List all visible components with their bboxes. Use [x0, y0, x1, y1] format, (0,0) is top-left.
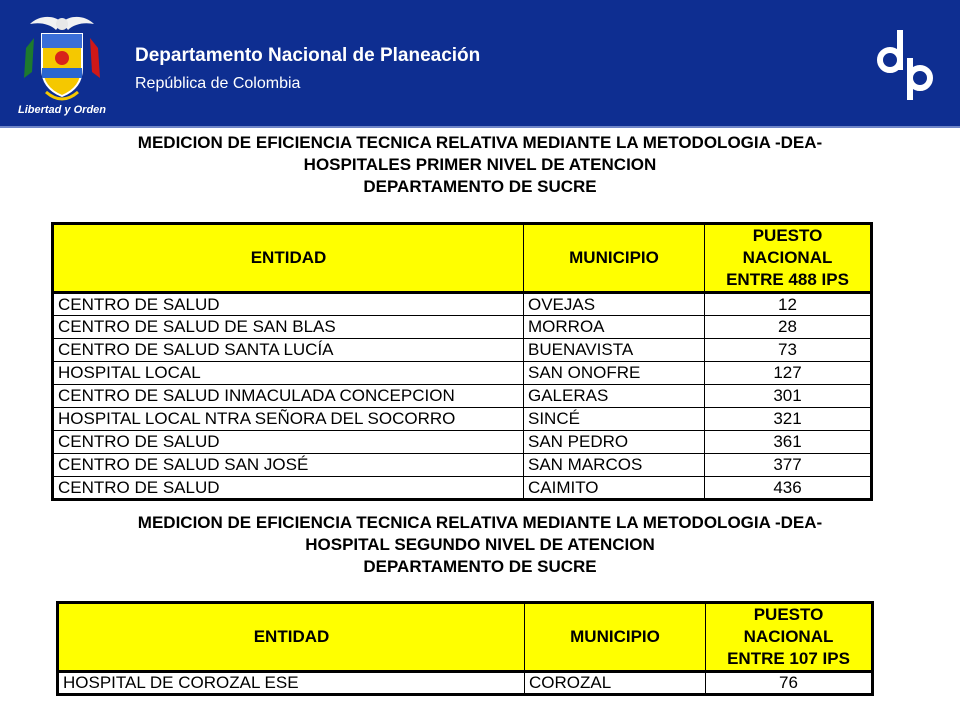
section2-title-line: MEDICION DE EFICIENCIA TECNICA RELATIVA MEDIANTE LA METODOLOGIA -DEA- — [137, 513, 823, 532]
cell-entidad: CENTRO DE SALUD — [53, 477, 524, 500]
header-divider — [0, 126, 960, 128]
table-header-row — [58, 603, 873, 672]
cell-municipio: CAIMITO — [524, 477, 705, 500]
table-row — [53, 339, 872, 362]
cell-entidad: HOSPITAL LOCAL NTRA SEÑORA DEL SOCORRO — [53, 408, 524, 431]
org-title: Departamento Nacional de Planeación — [135, 45, 481, 66]
cell-entidad: HOSPITAL DE COROZAL ESE — [58, 672, 525, 695]
col-header-puesto-line: ENTRE 488 IPS — [726, 270, 849, 289]
table-row — [53, 362, 872, 385]
section2-title-line: DEPARTAMENTO DE SUCRE — [363, 557, 597, 576]
col-header-puesto — [706, 603, 873, 672]
cell-municipio: BUENAVISTA — [524, 339, 705, 362]
col-header-puesto-line: PUESTO — [753, 605, 824, 624]
cell-puesto: 73 — [705, 339, 872, 362]
table-row — [53, 408, 872, 431]
cell-entidad: CENTRO DE SALUD — [53, 431, 524, 454]
cell-municipio: OVEJAS — [524, 293, 705, 316]
col-header-entidad: ENTIDAD — [58, 603, 525, 672]
table-row — [53, 431, 872, 454]
motto-text: Libertad y Orden — [17, 104, 107, 116]
cell-puesto: 361 — [705, 431, 872, 454]
cell-puesto: 301 — [705, 385, 872, 408]
header-banner — [0, 0, 960, 126]
section1-title-line: MEDICION DE EFICIENCIA TECNICA RELATIVA MEDIANTE LA METODOLOGIA -DEA- — [137, 133, 823, 152]
cell-municipio: SAN MARCOS — [524, 454, 705, 477]
second-level-hospital-table — [56, 601, 874, 696]
table-row — [53, 385, 872, 408]
col-header-puesto-line: PUESTO — [752, 226, 823, 245]
cell-puesto: 127 — [705, 362, 872, 385]
org-subtitle: República de Colombia — [135, 75, 301, 92]
table-row — [53, 316, 872, 339]
cell-puesto: 436 — [705, 477, 872, 500]
section2-title-line: HOSPITAL SEGUNDO NIVEL DE ATENCION — [305, 535, 655, 554]
cell-puesto: 28 — [705, 316, 872, 339]
cell-municipio: SAN PEDRO — [524, 431, 705, 454]
cell-entidad: CENTRO DE SALUD SANTA LUCÍA — [53, 339, 524, 362]
table-header-row — [53, 224, 872, 293]
table-row — [53, 477, 872, 500]
table-row — [53, 454, 872, 477]
table-row — [58, 672, 873, 695]
dnp-monogram-logo — [876, 22, 938, 104]
cell-puesto: 377 — [705, 454, 872, 477]
cell-municipio: SAN ONOFRE — [524, 362, 705, 385]
col-header-puesto — [705, 224, 872, 293]
col-header-puesto-line: NACIONAL — [742, 248, 833, 267]
cell-municipio: MORROA — [524, 316, 705, 339]
coat-of-arms-logo — [12, 8, 112, 120]
col-header-puesto-line: ENTRE 107 IPS — [727, 649, 850, 668]
section1-title-line: HOSPITALES PRIMER NIVEL DE ATENCION — [303, 155, 657, 174]
cell-puesto: 12 — [705, 293, 872, 316]
section2-title — [0, 512, 960, 578]
cell-puesto: 76 — [706, 672, 873, 695]
cell-municipio: COROZAL — [525, 672, 706, 695]
cell-puesto: 321 — [705, 408, 872, 431]
cell-entidad: CENTRO DE SALUD INMACULADA CONCEPCION — [53, 385, 524, 408]
col-header-entidad: ENTIDAD — [53, 224, 524, 293]
table-row — [53, 293, 872, 316]
cell-entidad: HOSPITAL LOCAL — [53, 362, 524, 385]
col-header-municipio: MUNICIPIO — [524, 224, 705, 293]
cell-municipio: GALERAS — [524, 385, 705, 408]
cell-entidad: CENTRO DE SALUD DE SAN BLAS — [53, 316, 524, 339]
first-level-hospitals-table — [51, 222, 873, 501]
col-header-puesto-line: NACIONAL — [743, 627, 834, 646]
cell-entidad: CENTRO DE SALUD — [53, 293, 524, 316]
dnp-monogram-icon — [876, 22, 938, 104]
section1-title — [0, 132, 960, 198]
col-header-municipio: MUNICIPIO — [525, 603, 706, 672]
cell-entidad: CENTRO DE SALUD SAN JOSÉ — [53, 454, 524, 477]
section1-title-line: DEPARTAMENTO DE SUCRE — [363, 177, 597, 196]
cell-municipio: SINCÉ — [524, 408, 705, 431]
